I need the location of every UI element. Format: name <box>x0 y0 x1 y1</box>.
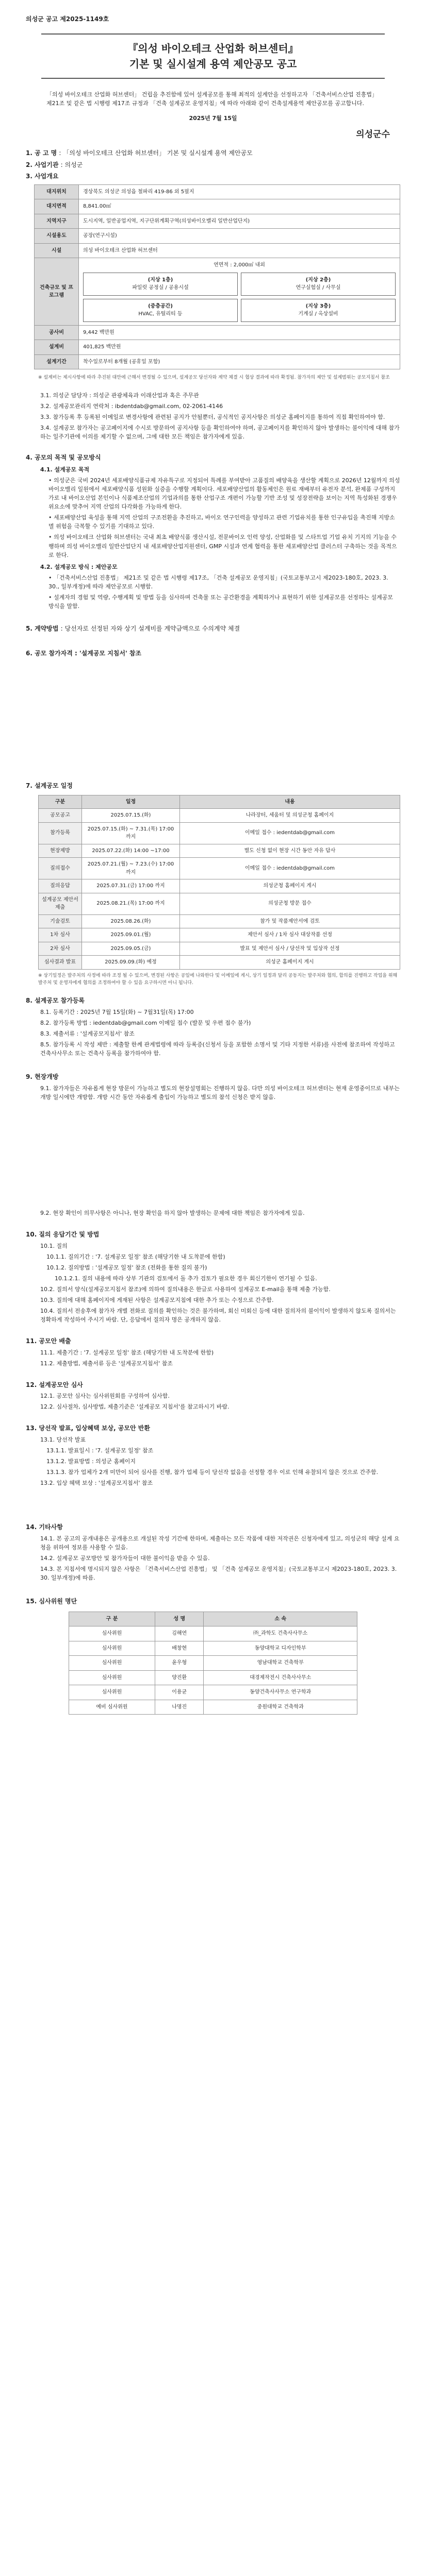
paragraph: 13.1.2. 발표방법 : 의성군 홈페이지 <box>46 1458 136 1465</box>
paragraph: 10.1.2.1. 질의 내용에 따라 상부 기관의 검토에서 돌 추가 검토가 필요한 경우 회신기한이 연기될 수 있음. <box>55 1275 317 1282</box>
table-cell: 2025.08.26.(화) <box>82 914 180 928</box>
paragraph: 14.1. 본 공고의 공개내용은 공개용으로 개설된 작성 기간에 한하며, 제출하는 모든 작품에 대한 저작권은 신청자에게 있고, 의성군의 해당 설계 요청을 위하여 정보를 사용할 수 있음. <box>40 1535 400 1551</box>
table-cell: 나라장터, 세움터 및 의성군청 홈페이지 <box>180 809 400 823</box>
cell-header: 시설용도 <box>35 229 79 244</box>
column-header: 소 속 <box>204 1612 357 1626</box>
section-15: 15. 심사위원 명단 <box>26 1598 77 1605</box>
column-header: 내용 <box>180 795 400 809</box>
table-header-row <box>39 795 400 809</box>
table-cell: 예비 심사위원 <box>69 1700 155 1715</box>
table-row <box>39 809 400 823</box>
paragraph: 13.2. 입상 혜택 보상 : '설계공모지침서' 참조 <box>40 1480 153 1487</box>
paragraph: 14.2. 설계공모 공모방안 및 참가자들이 대한 불이익을 받을 수 있음. <box>40 1554 210 1562</box>
column-header: 구분 <box>39 795 82 809</box>
jury-table <box>69 1612 357 1715</box>
paragraph: 10.1.2. 질의방법 : '설계공모 일정' 참조 (전화를 통한 질의 불가) <box>46 1264 207 1271</box>
schedule-table <box>38 795 400 970</box>
table-cell: 심사위원 <box>69 1670 155 1685</box>
table-cell: 동양건축사사무소 연구학과 <box>204 1685 357 1700</box>
section-5 <box>26 624 400 634</box>
paragraph: 12.1. 공모안 심사는 심사위원회를 구성하여 심사함. <box>40 1393 170 1400</box>
cell-value: 도시지역, 일반공업지역, 지구단위계획구역(의성바이오밸리 일반산업단지) <box>79 214 400 229</box>
table-row <box>69 1700 357 1715</box>
paragraph: 3.3. 참가등록 후 등록된 이메일로 변경사항에 관련된 공지가 안될뿐더, 공식적인 공지사항은 의성군 홈페이지를 통하여 직접 확인하여야 함. <box>40 414 385 421</box>
cell-value: 8,841.00㎡ <box>79 199 400 214</box>
table-cell: 2025.07.31.(금) 17:00 까지 <box>82 879 180 893</box>
table-cell: 2025.09.09.(화) 예정 <box>82 956 180 970</box>
column-header: 일정 <box>82 795 180 809</box>
table-row <box>35 184 400 199</box>
table-row <box>35 229 400 244</box>
section-1-label: 1. 공 고 명 <box>26 149 57 157</box>
cell-header: 설계기간 <box>35 354 79 369</box>
cell-value: 착수일로부터 8개월 (공휴일 포함) <box>79 354 400 369</box>
bullet-text: 의성군은 국비 2024년 세포배양식품규제 자유특구로 지정되어 특례를 부여받아 고품질의 배양육을 생산할 계획으로 2026년 12월까지 의성 바이오밸리 일원에서 세포배양식품 성원화 실증을 수행할 계획이다. 세포배양산업의 활동체인은 원료 재배부터 유전자 분석, 완제품 구성까지 가로 내 바이오산업 본인이나 식품제조산업의 기업과의를 통한 산업구조 개편이 가능할 기반 조성 및 성장전략을 보이는 지역 특성화된 경쟁우위요소에 맞추어 지역 산업의 다각화를 가능하게 한다. <box>48 477 400 511</box>
program-box-title: (지상 1층) <box>148 277 173 283</box>
table-cell: 질의응답 <box>39 879 82 893</box>
table-cell: 심사결과 발표 <box>39 956 82 970</box>
table-row <box>69 1670 357 1685</box>
section-1-value: : 「의성 바이오테크 산업화 허브센터」 기본 및 실시설계 용역 제안공모 <box>59 149 253 157</box>
table-row <box>69 1656 357 1671</box>
table-cell: 현장제방 <box>39 844 82 858</box>
table-row <box>69 1685 357 1700</box>
table-row <box>35 243 400 258</box>
section-12: 12. 설계공모안 심사 <box>26 1381 83 1388</box>
section-2-label: 2. 사업기관 <box>26 161 59 168</box>
cell-header: 지역지구 <box>35 214 79 229</box>
table-cell: 의성군 홈페이지 게시 <box>180 956 400 970</box>
paragraph: 8.2. 참가등록 방법 : iedentdab@gmail.com 이메일 접수 (발문 및 우편 접수 불가) <box>40 1020 251 1027</box>
table-cell: 2차 심사 <box>39 942 82 956</box>
title-line-1: 『의성 바이오테크 산업화 허브센터』 <box>127 42 299 55</box>
title-box <box>41 33 385 79</box>
paragraph: 13.1. 당선작 발표 <box>40 1436 86 1443</box>
column-header: 구 분 <box>69 1612 155 1626</box>
table-row <box>35 258 400 326</box>
table-cell: 2025.07.22.(화) 14:00 ~17:00 <box>82 844 180 858</box>
subsection-4-1: 4.1. 설계공모 목적 <box>40 466 90 473</box>
paragraph: 10.1. 질의 <box>40 1242 68 1249</box>
program-cell <box>79 258 400 326</box>
overview-footnote: ※ 설계비는 제시사항에 따라 추진된 대안에 근해서 변경될 수 있으며, 설계공모 당선자와 계약 체결 시 협상 결과에 따라 확정됨. 참가자의 제안 및 설계범위는 공모지침서 참조 <box>38 375 390 381</box>
subsection-4-2: 4.2. 설계공모 방식 : 제안공모 <box>40 563 118 570</box>
table-cell: 배창현 <box>155 1641 204 1656</box>
program-box-title: (지상 2층) <box>305 277 331 283</box>
table-cell: 2025.09.05.(금) <box>82 942 180 956</box>
intro-paragraph: 「의성 바이오테크 산업화 허브센터」 건립을 추진함에 있어 설계공모를 통해 최적의 설계안을 선정하고자 「건축서비스산업 진흥법」 제21조 및 같은 법 시행령 제17조 규정과 「건축 설계공모 운영지침」에 따라 아래와 같이 건축설계용역 제안공모를 공고합니다. <box>46 91 378 107</box>
table-row <box>35 325 400 340</box>
table-cell: 심사위원 <box>69 1626 155 1641</box>
table-cell: 별도 신청 없이 현장 시간 동안 자유 답사 <box>180 844 400 858</box>
cell-header: 대지위치 <box>35 184 79 199</box>
program-column-left <box>83 273 238 322</box>
table-row <box>39 956 400 970</box>
cell-header: 설계비 <box>35 340 79 355</box>
table-cell: 1차 심사 <box>39 928 82 942</box>
paragraph: 11.2. 제출방법, 제출서류 등은 '설계공모지침서' 참조 <box>40 1360 173 1367</box>
paragraph: 3.1. 의성군 담당자 : 의성군 관광체육과 이래산업과 혹은 주무관 <box>40 392 199 399</box>
paragraph: 8.1. 등록기간 : 2025년 7월 15일(화) ~ 7월31일(목) 17:00 <box>40 1009 194 1016</box>
section-10: 10. 질의 응답기간 및 방법 <box>26 1231 100 1239</box>
table-row <box>39 942 400 956</box>
table-row <box>35 340 400 355</box>
table-cell: 2025.09.01.(월) <box>82 928 180 942</box>
table-row <box>39 928 400 942</box>
program-box-text: HVAC, 유틸리티 등 <box>138 311 183 317</box>
table-row <box>35 354 400 369</box>
notice-date: 2025년 7월 15일 <box>189 114 237 122</box>
table-cell: 김해연 <box>155 1626 204 1641</box>
table-cell: 윤우형 <box>155 1656 204 1671</box>
section-2-value: : 의성군 <box>60 161 83 168</box>
bullet-item: • 의성군은 국비 2024년 세포배양식품규제 자유특구로 지정되어 특례를 부여받아 고품질의 배양육을 생산할 계획으로 2026년 12월까지 의성 바이오밸리 일원에서 세포배양식품 성원화 실증을 수행할 계획이다. 세포배양산업의 활동체인은 원료 재배부터 유전자 분석, 완제품 구성까지 가로 내 바이오산업 본인이나 식품제조산업의 기업과의를 통한 산업구조 개편이 가능할 기반 조성 및 성장전략을 보이는 지역 특성화된 경쟁우위요소에 맞추어 지역 산업의 다각화를 가능하게 한다. <box>48 477 400 511</box>
program-box-title: (중층공간) <box>148 303 173 309</box>
table-row <box>39 914 400 928</box>
section-6: 6. 공모 참가자격 : '설계공모 지침서' 참조 <box>26 650 142 657</box>
table-cell: 중원대학교 건축학과 <box>204 1700 357 1715</box>
paragraph: 13.1.1. 발표일시 : '7. 설계공모 일정' 참조 <box>46 1447 154 1454</box>
table-cell: 나명진 <box>155 1700 204 1715</box>
table-cell: 2025.08.21.(목) 17:00 까지 <box>82 893 180 914</box>
table-cell: 의성군청 방문 접수 <box>180 893 400 914</box>
program-box-title: (지상 3층) <box>305 303 331 309</box>
table-cell: 2025.07.21.(월) ~ 7.23.(수) 17:00 까지 <box>82 858 180 879</box>
table-cell: 이메일 접수 : iedentdab@gmail.com <box>180 858 400 879</box>
paragraph: 9.2. 현장 확인이 의무사항은 아니나, 현장 확인을 하지 않아 발생하는 문제에 대한 책임은 참가자에게 있음. <box>40 1210 305 1216</box>
section-13: 13. 당선작 발표, 입상혜택 보상, 공모안 반환 <box>26 1425 150 1432</box>
program-box <box>83 273 238 296</box>
table-cell: 이메일 접수 : iedentdab@gmail.com <box>180 822 400 844</box>
paragraph: 8.3. 제출서류 : '설계공모지침서' 참조 <box>40 1030 135 1038</box>
section-11: 11. 공모안 배출 <box>26 1337 71 1345</box>
issuing-organization: 의성군수 <box>356 129 390 140</box>
section-7: 7. 설계공모 일정 <box>26 782 73 790</box>
program-box <box>241 273 396 296</box>
section-5-label: 5. 계약방법 <box>26 624 59 632</box>
table-cell: 심사위원 <box>69 1641 155 1656</box>
bullet-item: • 의성 바이오테크 산업화 허브센터는 국내 최초 배양식품 생산시설, 전문바이오 인력 양성, 산업화를 및 스타트업 기업 유치 기지의 기능을 수행하며 의성 바이오밸리 일반산업단지 내 세포배양산업지원센터, GMP 시설과 연계 협력을 통한 세포배양산업 클러스터 구축하는 것을 목적으로 한다. <box>48 534 397 558</box>
table-cell: ㈜_과학도 건축사사무소 <box>204 1626 357 1641</box>
program-box-text: 파일럿 공정실 / 공용시설 <box>132 285 189 291</box>
bullet-item: • 「건축서비스산업 진흥법」 제21조 및 같은 법 시행령 제17조, 「건축 설계공모 운영지침」(국토교통부고시 제2023-180호, 2023. 3. 30., 일부개정)에 따라 제안공모로 시행함. <box>48 574 388 590</box>
table-row <box>39 893 400 914</box>
table-cell: 발표 및 제안서 심사 / 당선작 및 입상작 선정 <box>180 942 400 956</box>
paragraph: 3.2. 설계공모관리지 연락처 : ibdentdab@gmail.com, 02-2061-4146 <box>40 403 223 410</box>
table-cell: 2025.07.15.(화) ~ 7.31.(목) 17:00 까지 <box>82 822 180 844</box>
schedule-footnote: ※ 상기일정은 발주처의 사정에 따라 조정 될 수 있으며, 변경된 사항은 공일에 나와한다 및 이메일에 게시, 상기 일정과 달리 공동지는 발주처와 협의, 합의를 진행하고 작업을 위해 발주처 및 운영자에게 협의를 조정하여야 할 수 있음 요구하시면 아니 됩니다. <box>38 973 398 986</box>
section-14: 14. 기타사항 <box>26 1523 63 1531</box>
section-3: 3. 사업개요 <box>26 173 59 180</box>
section-1 <box>26 148 400 158</box>
bullet-text: 설계자의 경험 및 역량, 수행계획 및 방법 등을 심사하며 건축물 또는 공간환경을 계획하거나 표현하기 위한 설계공모를 선정하는 설계공모 방식을 말함. <box>48 594 393 609</box>
paragraph: 14.3. 본 지침서에 명시되지 않은 사항은 「건축서비스산업 진흥법」 및 「건축 설계공모 운영지침」(국토교통부고시 제2023-180호, 2023. 3. 30. 일부개정)에 따름. <box>40 1565 397 1581</box>
overview-table <box>34 184 400 370</box>
program-box <box>83 299 238 322</box>
table-cell: 설계공모 제안서 제출 <box>39 893 82 914</box>
table-cell: 참가 및 작품제안서에 검토 <box>180 914 400 928</box>
paragraph: 11.1. 제출기간 : '7. 설계공모 일정' 참조 (해당기한 내 도착분에 한함) <box>40 1349 214 1356</box>
bullet-text: 세포배양산업 육성을 통해 지역 산업의 구조전환을 추진하고, 바이오 연구인력을 양성하고 관련 기업유치를 통한 인구유입을 촉진해 지방소멸 위험을 극복할 수 있기를 기대하고 있다. <box>48 514 395 530</box>
table-cell: 양진환 <box>155 1670 204 1685</box>
paragraph: 10.1.1. 질의기간 : '7. 설계공모 일정' 참조 (해당기한 내 도착분에 한함) <box>46 1253 225 1260</box>
program-box-text: 연구실험실 / 사무실 <box>296 285 341 291</box>
table-row <box>39 858 400 879</box>
table-row <box>35 199 400 214</box>
program-box <box>241 299 396 322</box>
table-cell: 대경제작전시 건축사사무소 <box>204 1670 357 1685</box>
table-cell: 심사위원 <box>69 1685 155 1700</box>
bullet-item: • 설계자의 경험 및 역량, 수행계획 및 방법 등을 심사하며 건축물 또는 공간환경을 계획하거나 표현하기 위한 설계공모를 선정하는 설계공모 방식을 말함. <box>48 594 393 609</box>
section-8: 8. 설계공모 참가등록 <box>26 997 85 1005</box>
section-9: 9. 현장개방 <box>26 1073 59 1081</box>
program-box-text: 기계실 / 옥상설비 <box>298 311 338 317</box>
paragraph: 10.3. 질의에 대해 홈페이지에 게재된 사항은 설계공모지침에 대한 추가 또는 수정으로 간주함. <box>40 1296 274 1303</box>
cell-header: 공사비 <box>35 325 79 340</box>
table-cell: 공모공고 <box>39 809 82 823</box>
bullet-text: 의성 바이오테크 산업화 허브센터는 국내 최초 배양식품 생산시설, 전문바이오 인력 양성, 산업화를 및 스타트업 기업 유치 기지의 기능을 수행하며 의성 바이오밸리 일반산업단지 내 세포배양산업지원센터, GMP 시설과 연계 협력을 통한 세포배양산업 클러스터 구축하는 것을 목적으로 한다. <box>48 534 397 558</box>
table-header-row <box>69 1612 357 1626</box>
cell-header: 시설 <box>35 243 79 258</box>
table-row <box>35 214 400 229</box>
table-row <box>39 879 400 893</box>
cell-header: 건축규모 및 프로그램 <box>35 258 79 326</box>
table-row <box>39 844 400 858</box>
section-2 <box>26 160 400 170</box>
cell-value: 경상북도 의성군 의성읍 철파리 419-86 외 5필지 <box>79 184 400 199</box>
program-column-right <box>241 273 396 322</box>
paragraph: 12.2. 심사절차, 심사방법, 제출기준은 '설계공모 지침서'를 참고하시기 바람. <box>40 1403 230 1411</box>
paragraph: 8.5. 참가등록 시 작성 제반 : 제출할 한께 관계법령에 따라 등록증(신청서 등을 포함한 소명서 및 기타 지정한 서류)를 사전에 참조하여 작성하고 건축사사무소 또는 건축사 등록을 참가하여야 함. <box>40 1041 395 1057</box>
gross-floor-area: 연면적 : 2,000㎡ 내외 <box>214 262 265 268</box>
paragraph: 13.1.3. 참가 업체가 2개 미만이 되어 심사를 진행, 참가 업체 등이 당선작 없음을 선정할 경우 이로 인해 유찰되지 않은 것으로 간주함. <box>46 1469 379 1476</box>
table-cell: 의성군청 홈페이지 게시 <box>180 879 400 893</box>
program-diagram <box>83 273 396 322</box>
table-cell: 동양대학교 디자인학부 <box>204 1641 357 1656</box>
paragraph: 10.4. 질의서 전송후에 참가자 개별 전화로 질의를 확인하는 것은 불가하며, 회신 미회신 등에 대한 질의자의 불이익이 발생하지 않도록 질의서는 정확하게 작성하여 주시기 바람. 단, 응답에서 질의자 명은 공개하지 않음. <box>40 1307 396 1323</box>
paragraph: 3.4. 설계공모 참가자는 공고페이지에 수시로 방문하여 공지사항 등을 확인하여야 하며, 공고페이지를 확인하지 않아 발생하는 불이익에 대해 참가하는 일주기관에 이의를 제기할 수 없으며, 그에 대한 모든 책임은 참가자에게 있음. <box>40 425 400 440</box>
table-cell: 기술검토 <box>39 914 82 928</box>
table-cell: 질의접수 <box>39 858 82 879</box>
section-5-value: : 당선자로 선정된 자와 상기 설계비를 계약금액으로 수의계약 체결 <box>60 624 240 632</box>
paragraph: 9.1. 참가자들은 자유롭게 현장 방문이 가능하고 별도의 현장설명회는 진행하지 않음. 다만 의성 바이오테크 허브센터는 현재 운영중이므로 내부는 개방 일시에만 개방함. 개방 시간 동안 자유롭게 출입이 가능하고 별도의 참석 신청은 받지 않음. <box>40 1084 400 1100</box>
table-row <box>69 1626 357 1641</box>
paragraph: 10.2. 질의서 양식(설계공모지침서 참조)에 의하여 질의내용은 한글로 사용하여 설계공모 E-mail을 통해 제출 가능함. <box>40 1285 331 1293</box>
bullet-text: 「건축서비스산업 진흥법」 제21조 및 같은 법 시행령 제17조, 「건축 설계공모 운영지침」(국토교통부고시 제2023-180호, 2023. 3. 30., 일부개정)에 따라 제안공모로 시행함. <box>48 574 388 590</box>
table-row <box>69 1641 357 1656</box>
table-cell: 2025.07.15.(화) <box>82 809 180 823</box>
notice-number: 의성군 공고 제2025-1149호 <box>26 15 109 23</box>
table-cell: 심사위원 <box>69 1656 155 1671</box>
table-cell: 제안서 심사 / 1차 심사 대상작품 선정 <box>180 928 400 942</box>
table-row <box>39 822 400 844</box>
cell-value: 의성 바이오테크 산업화 허브센터 <box>79 243 400 258</box>
section-4: 4. 공모의 목적 및 공모방식 <box>26 453 101 461</box>
cell-value: 공장(연구시설) <box>79 229 400 244</box>
table-cell: 이용균 <box>155 1685 204 1700</box>
table-cell: 영남대학교 건축학부 <box>204 1656 357 1671</box>
table-cell: 참가등록 <box>39 822 82 844</box>
cell-value: 9,442 백만원 <box>79 325 400 340</box>
title-line-2: 기본 및 실시설계 용역 제안공모 공고 <box>129 57 297 70</box>
cell-value: 401,825 백만원 <box>79 340 400 355</box>
bullet-item: • 세포배양산업 육성을 통해 지역 산업의 구조전환을 추진하고, 바이오 연구인력을 양성하고 관련 기업유치를 통한 인구유입을 촉진해 지방소멸 위험을 극복할 수 있기를 기대하고 있다. <box>48 514 395 530</box>
cell-header: 대지면적 <box>35 199 79 214</box>
column-header: 성 명 <box>155 1612 204 1626</box>
